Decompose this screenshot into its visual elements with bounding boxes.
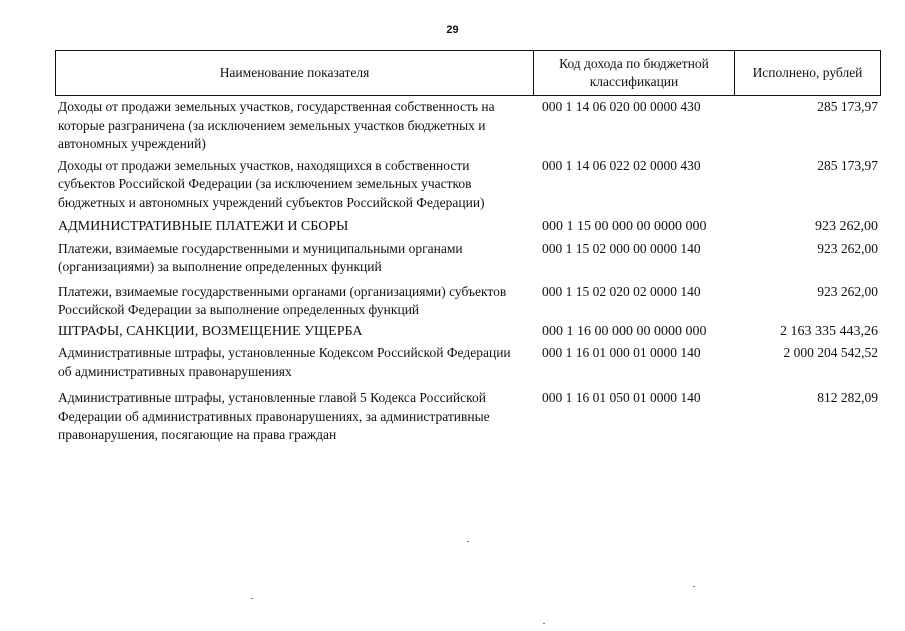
row-amount: 285 173,97 xyxy=(817,99,878,114)
table-row xyxy=(55,344,881,381)
row-name: АДМИНИСТРАТИВНЫЕ ПЛАТЕЖИ И СБОРЫ xyxy=(58,219,349,234)
row-amount: 923 262,00 xyxy=(817,283,878,299)
row-amount: 923 262,00 xyxy=(815,219,878,234)
revenue-table xyxy=(55,50,881,445)
row-name: Административные штрафы, установленные главой 5 Кодекса Российской Федерации об административных правонарушениях, за административные правонарушения, посягающие на права граждан xyxy=(58,390,490,442)
table-row xyxy=(55,389,881,445)
row-code: 000 1 16 01 050 01 0000 140 xyxy=(542,390,701,405)
scan-speck xyxy=(251,598,253,599)
page-number: 29 xyxy=(446,24,459,36)
row-name: Доходы от продажи земельных участков, государственная собственность на которые разграничена (за исключением земельных участков бюджетных и автономных учреждений) xyxy=(58,99,495,151)
row-code: 000 1 14 06 020 00 0000 430 xyxy=(542,99,701,114)
table-row xyxy=(55,283,881,320)
row-amount: 923 262,00 xyxy=(817,240,878,256)
table-row xyxy=(55,157,881,213)
row-code: 000 1 16 01 000 01 0000 140 xyxy=(542,345,701,360)
table-row xyxy=(55,240,881,277)
row-code: 000 1 14 06 022 02 0000 430 xyxy=(542,157,701,173)
header-name: Наименование показателя xyxy=(56,51,534,95)
table-row xyxy=(55,98,881,154)
table-row-section xyxy=(55,218,881,237)
scan-speck xyxy=(543,623,545,624)
table-row-section xyxy=(55,323,881,342)
row-name: Платежи, взимаемые государственными и муниципальными органами (организациями) за выполнение определенных функций xyxy=(58,240,463,274)
row-amount: 285 173,97 xyxy=(817,157,878,173)
row-name: Платежи, взимаемые государственными органами (организациями) субъектов Российской Федерации за выполнение определенных функций xyxy=(58,283,507,317)
header-amount: Исполнено, рублей xyxy=(752,65,863,80)
row-name: Доходы от продажи земельных участков, находящихся в собственности субъектов Российской Федерации (за исключением земельных участков бюджетных и автономных учреждений субъектов Российской Федерации) xyxy=(58,157,485,210)
scan-speck xyxy=(693,586,695,587)
header-code: Код дохода по бюджетной классификации xyxy=(534,51,735,95)
row-name: Административные штрафы, установленные Кодексом Российской Федерации об административных правонарушениях xyxy=(58,345,511,379)
scan-speck xyxy=(467,541,469,542)
row-amount: 2 163 335 443,26 xyxy=(780,323,878,339)
row-amount: 812 282,09 xyxy=(817,390,878,405)
table-header xyxy=(55,50,881,96)
row-name: ШТРАФЫ, САНКЦИИ, ВОЗМЕЩЕНИЕ УЩЕРБА xyxy=(58,323,363,339)
row-code: 000 1 16 00 000 00 0000 000 xyxy=(542,323,707,339)
row-code: 000 1 15 00 000 00 0000 000 xyxy=(542,219,707,234)
row-code: 000 1 15 02 000 00 0000 140 xyxy=(542,240,701,256)
row-code: 000 1 15 02 020 02 0000 140 xyxy=(542,283,701,299)
row-amount: 2 000 204 542,52 xyxy=(783,345,878,360)
